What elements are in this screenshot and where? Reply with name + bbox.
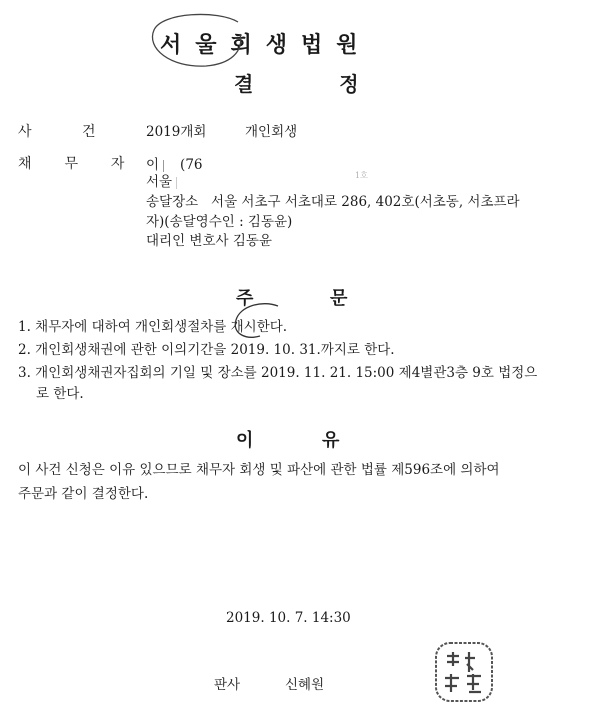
- document-type: [234, 68, 359, 97]
- address-text: 서울: [146, 174, 173, 190]
- court-name: 서울회생법원: [160, 32, 372, 58]
- debtor-surname: 이: [146, 157, 160, 173]
- case-label: [18, 121, 32, 141]
- case-label: [82, 121, 96, 141]
- legal-agent: 대리인 변호사 김동윤: [146, 233, 272, 249]
- judge-name: 신혜원: [285, 677, 325, 693]
- doc-type-char: 정: [339, 72, 359, 96]
- debtor-birth-prefix: (76: [180, 157, 203, 173]
- label-char: 사: [18, 124, 32, 140]
- label-char: 자: [110, 156, 125, 172]
- debtor-label: [18, 153, 124, 173]
- judge-seal-stamp: [433, 640, 495, 704]
- delivery-address-line-2: 자)(송달영수인 : 김동윤): [146, 214, 293, 230]
- judge-title: 판사: [214, 677, 241, 693]
- case-name: 개인회생: [245, 124, 298, 140]
- pen-check-mark: [228, 300, 288, 344]
- decision-date: 2019. 10. 7. 14:30: [226, 610, 351, 626]
- heading-char: 유: [321, 430, 340, 451]
- label-char: 건: [82, 124, 96, 140]
- label-char: 무: [64, 156, 78, 172]
- reason-line: 이 사건 신청은 이유 있으므로 채무자 회생 및 파산에 관한 법률 제596조에 의하여: [18, 462, 500, 478]
- doc-type-char: 결: [234, 72, 254, 96]
- label-char: 채: [18, 156, 32, 172]
- faint-redacted-text: 1호: [355, 171, 368, 180]
- reason-heading: [236, 426, 339, 452]
- case-number: 2019개회: [146, 124, 207, 140]
- delivery-address-line-1: 송달장소 서울 서초구 서초대로 286, 402호(서초동, 서초프라: [146, 194, 520, 210]
- order-item-continued: 로 한다.: [36, 386, 84, 402]
- reason-line: 주문과 같이 결정한다.: [18, 486, 149, 502]
- heading-char: 이: [236, 430, 254, 451]
- debtor-address: [146, 170, 187, 190]
- heading-char: 문: [329, 288, 348, 309]
- heading-char: 주: [236, 288, 254, 309]
- order-item: 1. 채무자에 대하여 개인회생절차를 개시한다.: [18, 319, 288, 335]
- redaction-mark: [176, 177, 187, 189]
- order-item: 3. 개인회생채권자집회의 기일 및 장소를 2019. 11. 21. 15:00 제4별관3층 9호 법정으: [18, 365, 538, 381]
- order-item: 2. 개인회생채권에 관한 이의기간을 2019. 10. 31.까지로 한다.: [18, 342, 395, 358]
